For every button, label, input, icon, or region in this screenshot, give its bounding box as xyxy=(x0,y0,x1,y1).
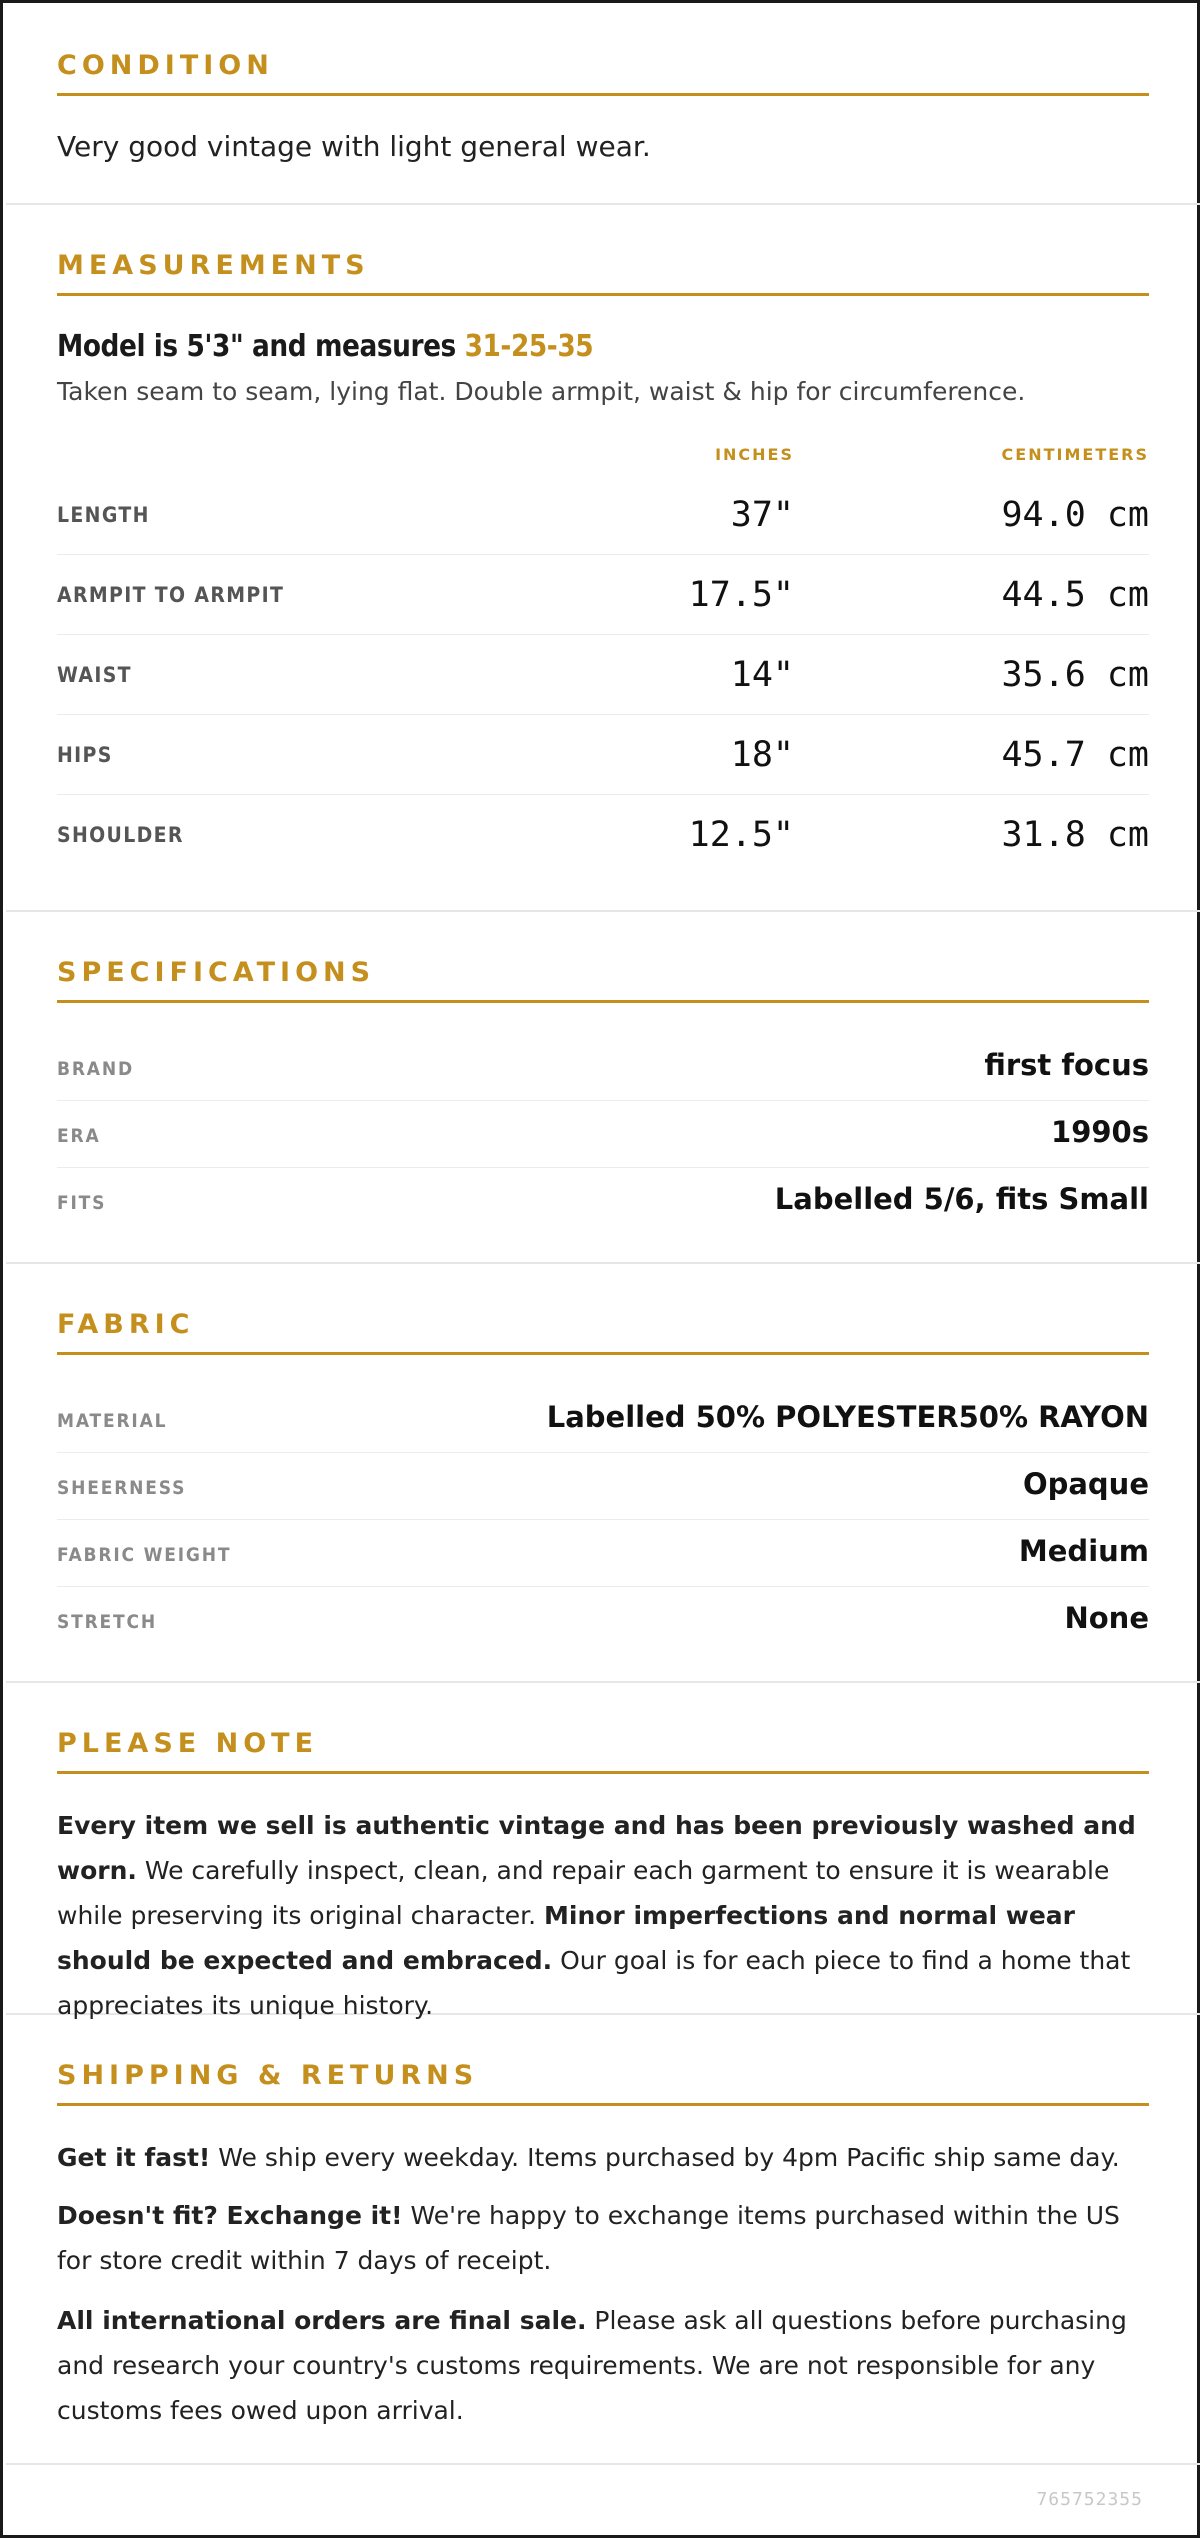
model-measures: 31-25-35 xyxy=(464,329,594,364)
fabric-label: STRETCH xyxy=(57,1611,157,1633)
measurement-label: WAIST xyxy=(57,663,132,687)
model-line xyxy=(57,329,593,364)
fabric-heading: FABRIC xyxy=(57,1309,1149,1355)
fabric-value: Labelled 50% POLYESTER50% RAYON xyxy=(546,1400,1149,1434)
spec-label: FITS xyxy=(57,1192,107,1214)
col-inches-header: INCHES xyxy=(715,445,794,464)
specifications-section xyxy=(6,912,1200,1264)
measurement-label: HIPS xyxy=(57,743,113,767)
measurement-label: ARMPIT TO ARMPIT xyxy=(57,583,285,607)
condition-section xyxy=(6,3,1200,205)
fabric-label: SHEERNESS xyxy=(57,1477,187,1499)
measurement-cm: 31.8 cm xyxy=(1001,815,1149,855)
fabric-row xyxy=(57,1587,1149,1654)
spec-row xyxy=(57,1034,1149,1101)
shipping-p1-text: We ship every weekday. Items purchased by 4pm Pacific ship same day. xyxy=(210,2143,1120,2172)
measurement-cm: 44.5 cm xyxy=(1001,575,1149,615)
measurements-note: Taken seam to seam, lying flat. Double armpit, waist & hip for circumference. xyxy=(57,377,1026,406)
measurement-inches: 17.5" xyxy=(688,575,794,615)
fabric-value: Opaque xyxy=(1022,1467,1149,1501)
fabric-value: None xyxy=(1064,1601,1149,1635)
model-prefix: Model is 5'3" and measures xyxy=(57,329,456,364)
fabric-label: MATERIAL xyxy=(57,1410,168,1432)
measurement-cm: 35.6 cm xyxy=(1001,655,1149,695)
shipping-p3 xyxy=(57,2298,1149,2433)
col-cm-header: CENTIMETERS xyxy=(1001,445,1149,464)
spec-value: 1990s xyxy=(1051,1115,1149,1149)
measurement-row xyxy=(57,475,1149,555)
shipping-section xyxy=(6,2015,1200,2465)
shipping-p1 xyxy=(57,2135,1149,2180)
shipping-p3-text: Please ask all questions before purchasing and research your country's customs requirements. We are not responsible for any customs fees owed upon arrival. xyxy=(57,2306,1127,2425)
footer-id: 765752355 xyxy=(1036,2489,1143,2510)
shipping-heading: SHIPPING & RETURNS xyxy=(57,2060,1149,2106)
measurements-section xyxy=(6,205,1200,912)
measurement-inches: 12.5" xyxy=(688,815,794,855)
spec-label: BRAND xyxy=(57,1058,134,1080)
measurement-row xyxy=(57,635,1149,715)
measurement-inches: 37" xyxy=(730,495,794,535)
fabric-table xyxy=(57,1386,1149,1654)
measurements-table xyxy=(57,475,1149,875)
measurement-row xyxy=(57,555,1149,635)
spec-value: Labelled 5/6, fits Small xyxy=(774,1182,1149,1216)
fabric-row xyxy=(57,1520,1149,1587)
please-note-bold-2: Minor imperfections and normal wear should be expected and embraced. xyxy=(57,1901,1075,1975)
spec-row xyxy=(57,1168,1149,1235)
shipping-p2-text: We're happy to exchange items purchased within the US for store credit within 7 days of receipt. xyxy=(57,2201,1120,2275)
spec-label: ERA xyxy=(57,1125,101,1147)
measurement-cm: 45.7 cm xyxy=(1001,735,1149,775)
fabric-row xyxy=(57,1453,1149,1520)
spec-row xyxy=(57,1101,1149,1168)
please-note-text-2: Our goal is for each piece to find a home that appreciates its unique history. xyxy=(57,1946,1131,2020)
measurement-inches: 18" xyxy=(730,735,794,775)
measurement-row xyxy=(57,715,1149,795)
please-note-heading: PLEASE NOTE xyxy=(57,1728,1149,1774)
measurement-label: SHOULDER xyxy=(57,823,184,847)
fabric-section xyxy=(6,1264,1200,1683)
shipping-p2 xyxy=(57,2193,1149,2283)
footer xyxy=(6,2465,1194,2535)
please-note-text-1: We carefully inspect, clean, and repair each garment to ensure it is wearable while preserving its original character. xyxy=(57,1856,1110,1930)
please-note-text xyxy=(57,1803,1149,2028)
condition-text: Very good vintage with light general wear. xyxy=(57,130,651,163)
please-note-bold-1: Every item we sell is authentic vintage and has been previously washed and worn. xyxy=(57,1811,1136,1885)
measurements-heading: MEASUREMENTS xyxy=(57,250,1149,296)
fabric-row xyxy=(57,1386,1149,1453)
measurement-label: LENGTH xyxy=(57,503,150,527)
measurement-row xyxy=(57,795,1149,875)
shipping-p3-bold: All international orders are final sale. xyxy=(57,2306,587,2335)
measurement-inches: 14" xyxy=(730,655,794,695)
specifications-heading: SPECIFICATIONS xyxy=(57,957,1149,1003)
fabric-value: Medium xyxy=(1018,1534,1149,1568)
spec-value: first focus xyxy=(984,1048,1149,1082)
shipping-p1-bold: Get it fast! xyxy=(57,2143,211,2172)
fabric-label: FABRIC WEIGHT xyxy=(57,1544,232,1566)
measurement-cm: 94.0 cm xyxy=(1001,495,1149,535)
condition-heading: CONDITION xyxy=(57,50,1149,96)
please-note-section xyxy=(6,1683,1200,2020)
shipping-p2-bold: Doesn't fit? Exchange it! xyxy=(57,2201,403,2230)
specifications-table xyxy=(57,1034,1149,1235)
